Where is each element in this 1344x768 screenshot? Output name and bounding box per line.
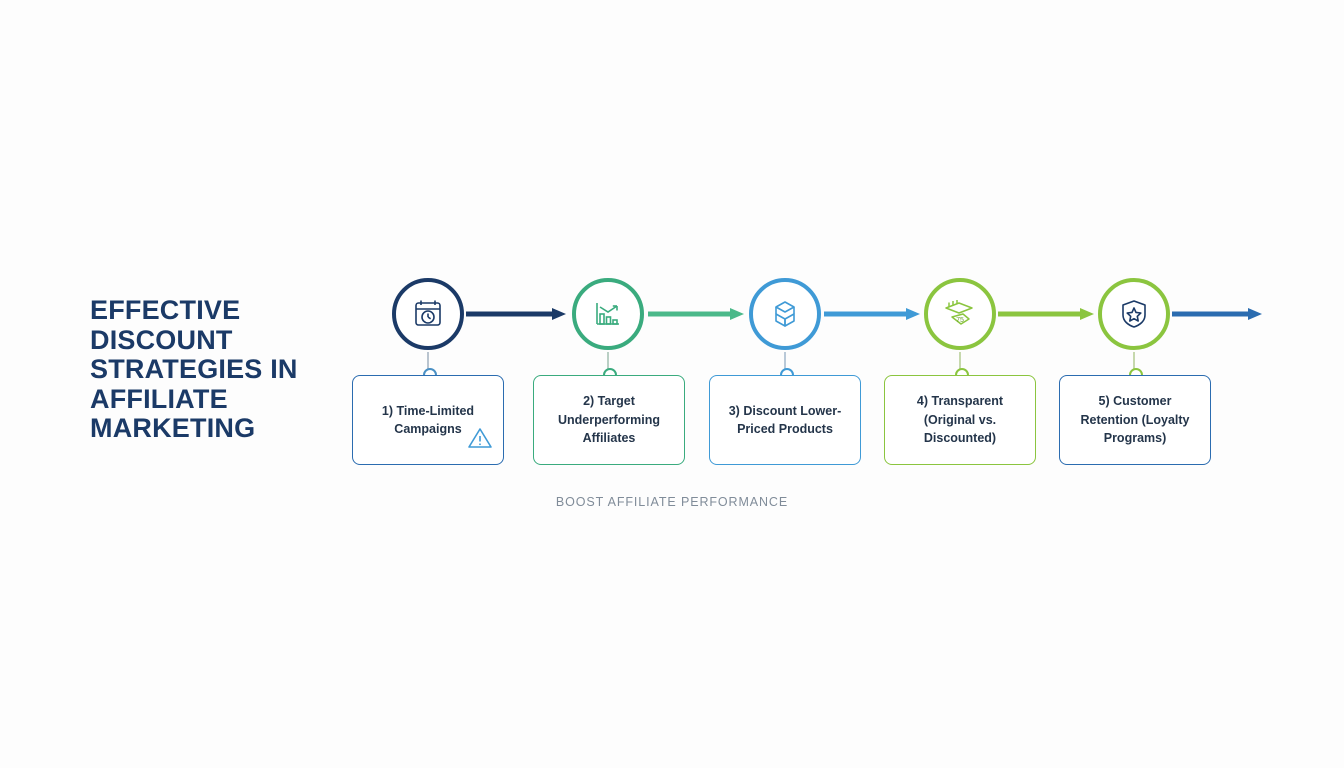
- connector-arrow-3: [824, 308, 920, 320]
- shield-star-icon: [1114, 294, 1154, 334]
- step-card-1[interactable]: [352, 375, 504, 465]
- svg-text:75: 75: [956, 317, 964, 324]
- step-label-2: 2) Target Underperforming Affiliates: [557, 394, 661, 446]
- step-label-3: 3) Discount Lower-Priced Products: [728, 403, 842, 436]
- step-label-1: 1) Time-Limited Campaigns: [381, 403, 475, 436]
- connector-arrow-4: [998, 308, 1094, 320]
- stacked-boxes-icon: [765, 294, 805, 334]
- step-card-5[interactable]: [1059, 375, 1211, 465]
- page-title: EFFECTIVE DISCOUNT STRATEGIES IN AFFILIATE MARKETING: [90, 295, 298, 443]
- connector-arrow-5: [1172, 308, 1262, 320]
- step-node-2[interactable]: [572, 278, 644, 350]
- connector-arrow-1: [466, 308, 566, 320]
- footer-caption: BOOST AFFILIATE PERFORMANCE: [555, 495, 789, 509]
- step-node-3[interactable]: [749, 278, 821, 350]
- step-node-4[interactable]: [924, 278, 996, 350]
- step-card-2[interactable]: [533, 375, 685, 465]
- connector-arrow-2: [648, 308, 744, 320]
- step-node-1[interactable]: [392, 278, 464, 350]
- step-label-5: 5) Customer Retention (Loyalty Programs): [1080, 394, 1190, 446]
- warning-triangle-icon: [467, 425, 493, 456]
- step-node-5[interactable]: [1098, 278, 1170, 350]
- clock-calendar-icon: [408, 294, 448, 334]
- price-tag-75-icon: [939, 293, 981, 335]
- step-label-4: 4) Transparent (Original vs. Discounted): [916, 394, 1004, 446]
- step-card-3[interactable]: [709, 375, 861, 465]
- declining-bar-chart-icon: [588, 294, 628, 334]
- step-card-4[interactable]: [884, 375, 1036, 465]
